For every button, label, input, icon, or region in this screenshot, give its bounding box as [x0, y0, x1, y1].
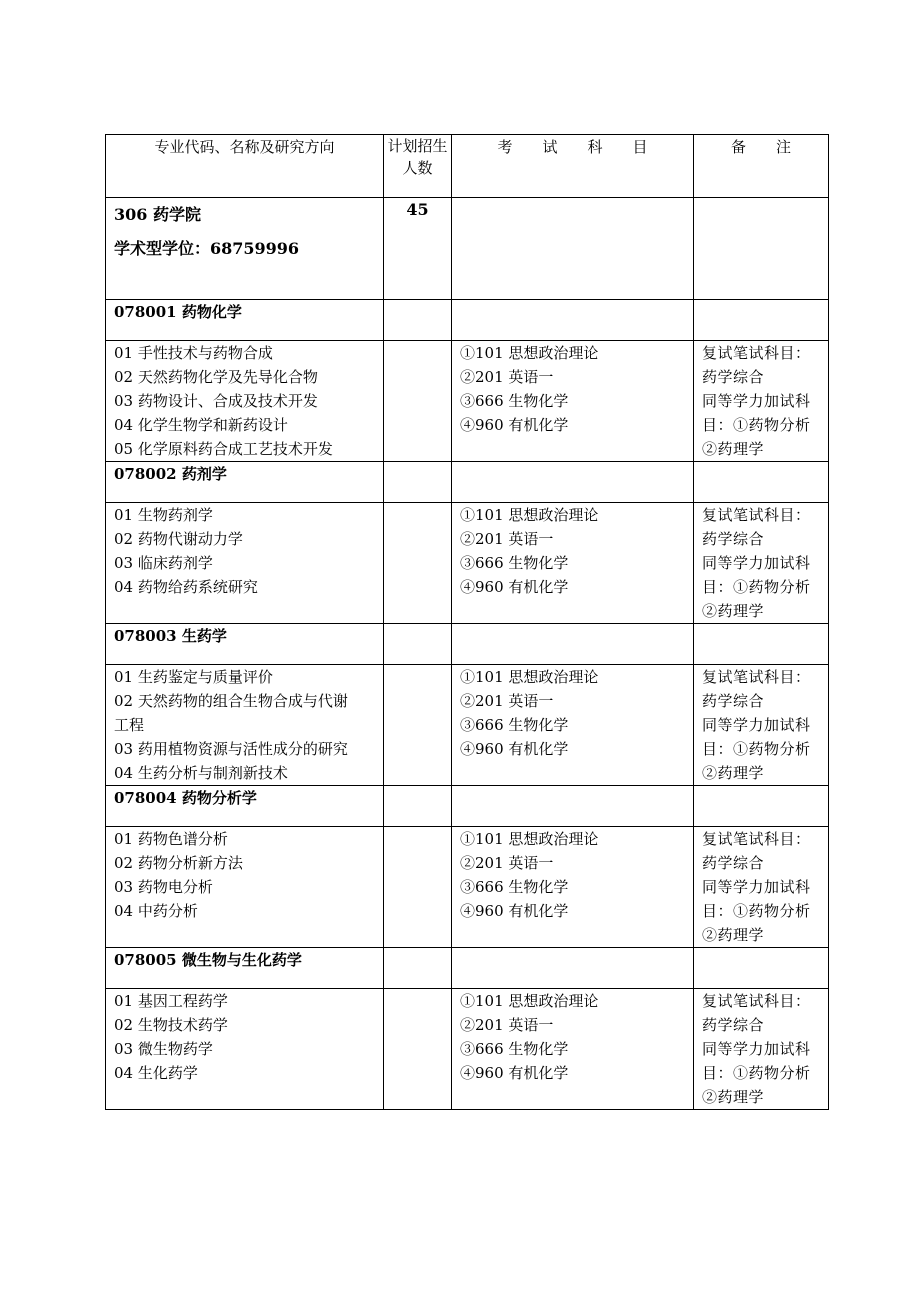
exam-subject: ④960 有机化学: [460, 902, 569, 920]
exam-subject: ②201 英语一: [460, 530, 554, 548]
note-line: 药学综合: [702, 854, 765, 872]
major-detail-row: [106, 503, 829, 624]
direction-item: 03 药用植物资源与活性成分的研究: [114, 740, 348, 758]
admissions-table: [105, 134, 829, 1110]
major-row: [106, 462, 829, 503]
note-line: 同等学力加试科: [702, 878, 811, 896]
direction-item: 02 天然药物化学及先导化合物: [114, 368, 318, 386]
note-line: 同等学力加试科: [702, 392, 811, 410]
major-detail-row: [106, 341, 829, 462]
note-line: ②药理学: [702, 440, 765, 458]
direction-item: 01 生物药剂学: [114, 506, 213, 524]
major-row: [106, 300, 829, 341]
major-detail-row: [106, 827, 829, 948]
header-row: [106, 135, 829, 198]
note-line: 药学综合: [702, 692, 765, 710]
direction-item: 05 化学原料药合成工艺技术开发: [114, 440, 333, 458]
exam-cell: [452, 989, 694, 1110]
direction-item: 工程: [114, 716, 145, 734]
direction-item: 04 生药分析与制剂新技术: [114, 764, 288, 782]
note-line: 药学综合: [702, 1016, 765, 1034]
major-title: 078001 药物化学: [106, 300, 384, 341]
major-detail-row: [106, 989, 829, 1110]
notes-cell: [694, 341, 829, 462]
exam-cell: [452, 503, 694, 624]
direction-item: 01 基因工程药学: [114, 992, 228, 1010]
exam-subject: ③666 生物化学: [460, 554, 569, 572]
note-line: 目：①药物分析: [702, 740, 811, 758]
major-title: 078002 药剂学: [106, 462, 384, 503]
direction-item: 04 生化药学: [114, 1064, 198, 1082]
note-line: ②药理学: [702, 1088, 765, 1106]
exam-subject: ①101 思想政治理论: [460, 344, 599, 362]
notes-cell: [694, 503, 829, 624]
exam-cell: [452, 827, 694, 948]
header-major: 专业代码、名称及研究方向: [106, 135, 384, 198]
direction-item: 02 药物代谢动力学: [114, 530, 243, 548]
major-row: [106, 948, 829, 989]
major-title: 078003 生药学: [106, 624, 384, 665]
direction-item: 01 生药鉴定与质量评价: [114, 668, 273, 686]
note-line: 目：①药物分析: [702, 578, 811, 596]
notes-cell: [694, 989, 829, 1110]
notes-cell: [694, 827, 829, 948]
directions-cell: [106, 989, 384, 1110]
note-line: 复试笔试科目：: [702, 506, 811, 524]
department-row: [106, 198, 829, 300]
major-row: [106, 786, 829, 827]
header-exam: 考 试 科 目: [452, 135, 694, 198]
exam-subject: ④960 有机化学: [460, 740, 569, 758]
exam-subject: ①101 思想政治理论: [460, 506, 599, 524]
direction-item: 04 化学生物学和新药设计: [114, 416, 288, 434]
note-line: 目：①药物分析: [702, 416, 811, 434]
exam-subject: ④960 有机化学: [460, 578, 569, 596]
note-line: 同等学力加试科: [702, 716, 811, 734]
note-line: 复试笔试科目：: [702, 992, 811, 1010]
direction-item: 01 手性技术与药物合成: [114, 344, 273, 362]
note-line: 目：①药物分析: [702, 902, 811, 920]
note-line: 目：①药物分析: [702, 1064, 811, 1082]
direction-item: 02 生物技术药学: [114, 1016, 228, 1034]
major-row: [106, 624, 829, 665]
note-line: 复试笔试科目：: [702, 668, 811, 686]
exam-subject: ①101 思想政治理论: [460, 992, 599, 1010]
direction-item: 04 药物给药系统研究: [114, 578, 258, 596]
exam-subject: ④960 有机化学: [460, 416, 569, 434]
direction-item: 03 微生物药学: [114, 1040, 213, 1058]
exam-subject: ③666 生物化学: [460, 716, 569, 734]
direction-item: 02 天然药物的组合生物合成与代谢: [114, 692, 348, 710]
major-detail-row: [106, 665, 829, 786]
exam-cell: [452, 665, 694, 786]
exam-subject: ①101 思想政治理论: [460, 830, 599, 848]
exam-subject: ②201 英语一: [460, 1016, 554, 1034]
exam-subject: ②201 英语一: [460, 368, 554, 386]
note-line: 复试笔试科目：: [702, 830, 811, 848]
note-line: ②药理学: [702, 926, 765, 944]
directions-cell: [106, 503, 384, 624]
note-line: 药学综合: [702, 368, 765, 386]
directions-cell: [106, 827, 384, 948]
department-degree: 学术型学位：68759996: [114, 239, 300, 258]
note-line: 同等学力加试科: [702, 1040, 811, 1058]
exam-subject: ②201 英语一: [460, 854, 554, 872]
note-line: ②药理学: [702, 764, 765, 782]
direction-item: 02 药物分析新方法: [114, 854, 243, 872]
exam-subject: ④960 有机化学: [460, 1064, 569, 1082]
directions-cell: [106, 341, 384, 462]
direction-item: 04 中药分析: [114, 902, 198, 920]
exam-subject: ③666 生物化学: [460, 1040, 569, 1058]
direction-item: 03 药物设计、合成及技术开发: [114, 392, 318, 410]
direction-item: 03 药物电分析: [114, 878, 213, 896]
exam-subject: ②201 英语一: [460, 692, 554, 710]
header-plan: 计划招生人数: [384, 135, 452, 198]
exam-subject: ③666 生物化学: [460, 392, 569, 410]
note-line: 复试笔试科目：: [702, 344, 811, 362]
note-line: 同等学力加试科: [702, 554, 811, 572]
exam-cell: [452, 341, 694, 462]
department-name: 306 药学院: [114, 205, 201, 224]
major-title: 078004 药物分析学: [106, 786, 384, 827]
direction-item: 01 药物色谱分析: [114, 830, 228, 848]
direction-item: 03 临床药剂学: [114, 554, 213, 572]
department-quota: 45: [384, 198, 452, 300]
directions-cell: [106, 665, 384, 786]
major-title: 078005 微生物与生化药学: [106, 948, 384, 989]
exam-subject: ①101 思想政治理论: [460, 668, 599, 686]
notes-cell: [694, 665, 829, 786]
note-line: ②药理学: [702, 602, 765, 620]
note-line: 药学综合: [702, 530, 765, 548]
header-notes: 备 注: [694, 135, 829, 198]
exam-subject: ③666 生物化学: [460, 878, 569, 896]
